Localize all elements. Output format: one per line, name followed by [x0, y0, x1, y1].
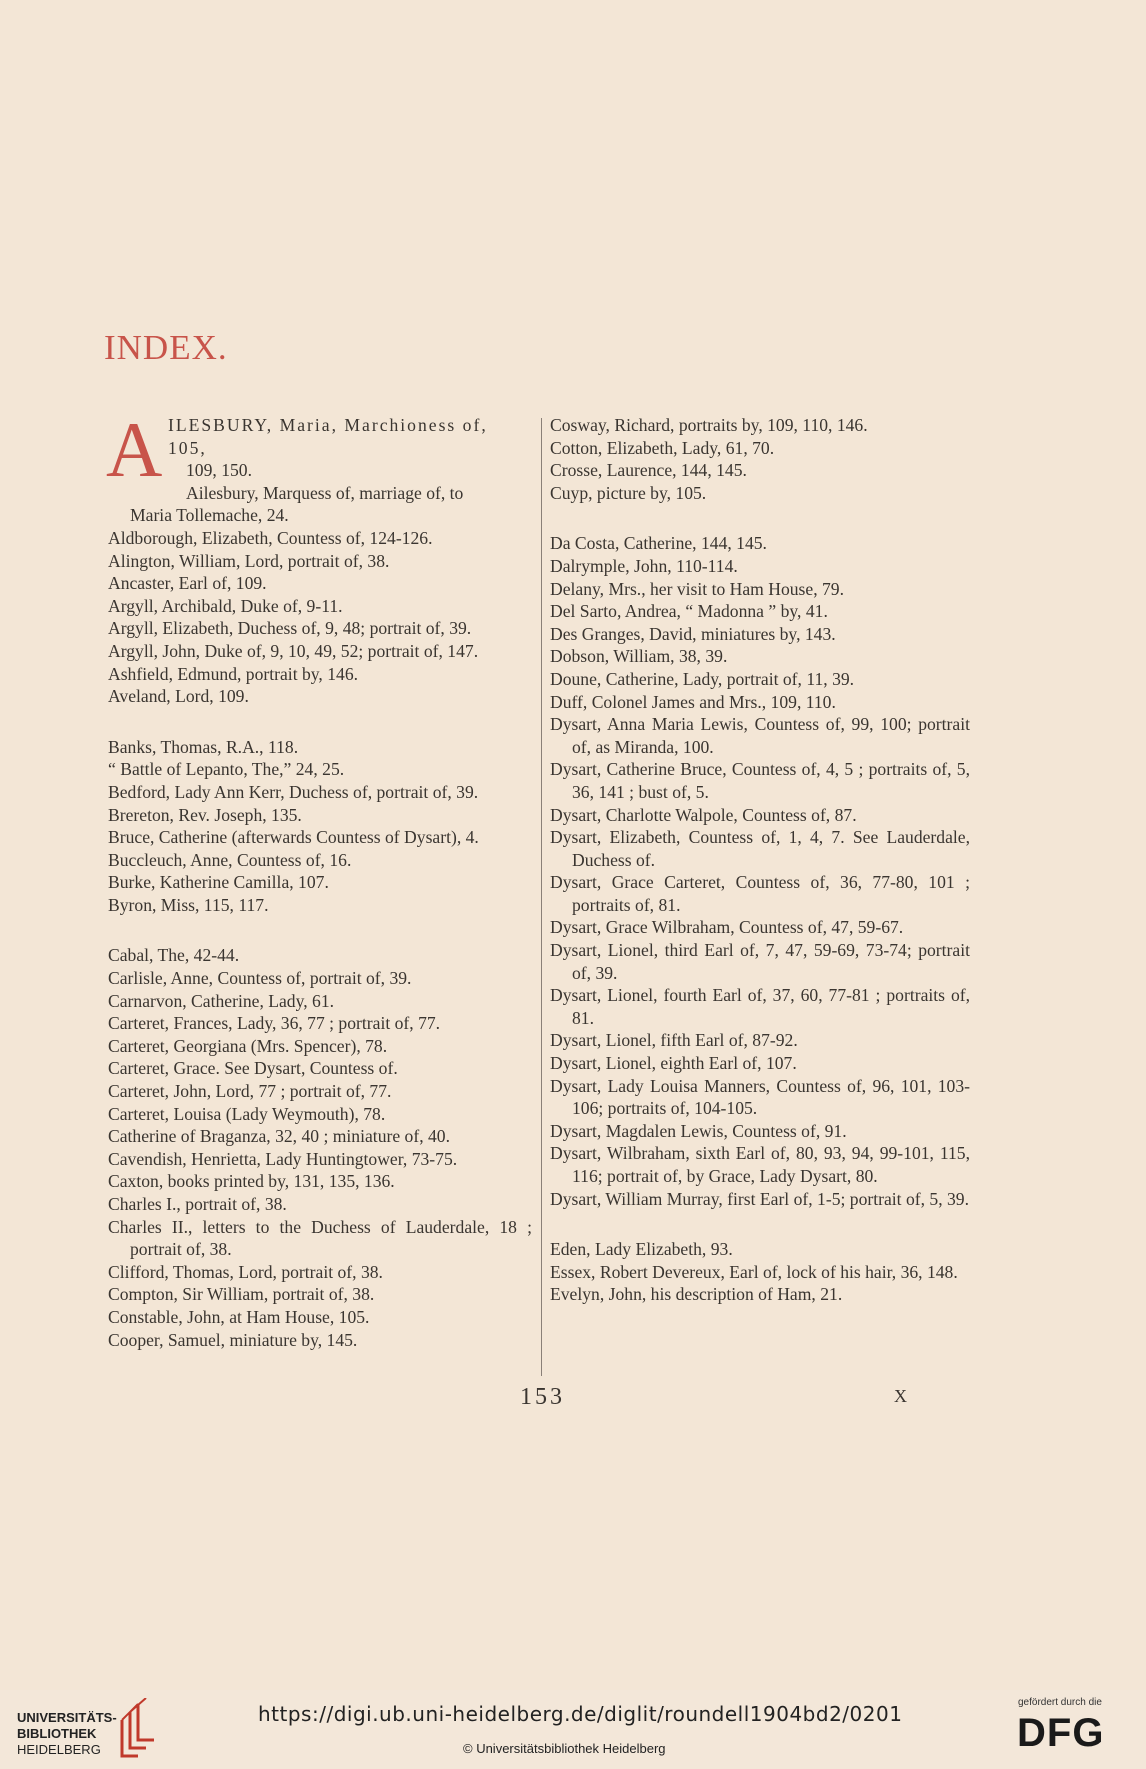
index-entry: Cotton, Elizabeth, Lady, 61, 70. — [550, 437, 775, 458]
index-entry: Byron, Miss, 115, 117. — [108, 894, 269, 915]
library-logo-icon — [118, 1698, 158, 1760]
index-entry: Carteret, Louisa (Lady Weymouth), 78. — [108, 1103, 386, 1124]
index-entry: Dysart, Lady Louisa Manners, Countess of, 96, 101, 103-106; portraits of, 104-105. — [550, 1075, 970, 1119]
library-name-line: HEIDELBERG — [17, 1742, 101, 1757]
index-entry: Cooper, Samuel, miniature by, 145. — [108, 1329, 358, 1350]
index-entry: Carlisle, Anne, Countess of, portrait of, 39. — [108, 968, 412, 989]
index-entry: Dysart, Elizabeth, Countess of, 1, 4, 7. See Lauderdale, Duchess of. — [550, 827, 970, 870]
index-entry: Crosse, Laurence, 144, 145. — [550, 460, 747, 481]
page-number: 153 — [520, 1384, 565, 1410]
drop-cap: A — [106, 406, 163, 493]
index-entry: Carteret, Grace. See Dysart, Countess of. — [108, 1058, 398, 1079]
index-entry-line: Maria Tollemache, 24. — [130, 505, 289, 526]
index-group-c-cont — [550, 414, 970, 504]
index-entry: Caxton, books printed by, 131, 135, 136. — [108, 1171, 395, 1192]
index-entry: “ Battle of Lepanto, The,” 24, 25. — [108, 759, 345, 780]
index-entry-line: Ailesbury, Marquess of, marriage of, to — [186, 482, 464, 503]
index-entry: Cabal, The, 42-44. — [108, 945, 240, 966]
index-entry: Banks, Thomas, R.A., 118. — [108, 736, 299, 757]
index-entry: Dysart, Anna Maria Lewis, Countess of, 99, 100; portrait of, as Miranda, 100. — [550, 714, 970, 757]
index-group-b — [108, 736, 532, 917]
funder-label: gefördert durch die — [1018, 1697, 1102, 1708]
library-name-line: BIBLIOTHEK — [17, 1726, 97, 1741]
index-group-d — [550, 532, 970, 1210]
index-entry: Cuyp, picture by, 105. — [550, 482, 707, 503]
dfg-logo: DFG — [1017, 1711, 1105, 1755]
signature-mark: X — [894, 1386, 907, 1406]
index-entry: Argyll, John, Duke of, 9, 10, 49, 52; portrait of, 147. — [108, 640, 479, 661]
index-group-e — [550, 1238, 970, 1306]
index-entry: Charles I., portrait of, 38. — [108, 1194, 287, 1214]
index-entry: Eden, Lady Elizabeth, 93. — [550, 1239, 733, 1260]
index-entry: Compton, Sir William, portrait of, 38. — [108, 1284, 375, 1305]
library-name-line: UNIVERSITÄTS- — [17, 1710, 117, 1725]
index-group-c — [108, 944, 532, 1351]
index-entry-first — [106, 406, 532, 527]
index-entry-line: ILESBURY, Maria, Marchioness of, 105, — [168, 415, 488, 458]
index-entry: Dysart, Lionel, fifth Earl of, 87-92. — [550, 1030, 798, 1051]
index-column-left — [106, 406, 532, 1351]
index-column-right — [550, 414, 970, 1306]
index-entry: Bedford, Lady Ann Kerr, Duchess of, portrait of, 39. — [108, 781, 479, 802]
index-entry: Buccleuch, Anne, Countess of, 16. — [108, 849, 352, 870]
index-entry: Carteret, Georgiana (Mrs. Spencer), 78. — [108, 1035, 388, 1056]
index-entry: Argyll, Elizabeth, Duchess of, 9, 48; portrait of, 39. — [108, 618, 472, 639]
index-entry: Dobson, William, 38, 39. — [550, 646, 728, 667]
index-entry: Dysart, Charlotte Walpole, Countess of, 87. — [550, 804, 857, 825]
index-entry: Dysart, Grace Carteret, Countess of, 36, 77-80, 101 ; portraits of, 81. — [550, 872, 970, 915]
index-entry: Carteret, Frances, Lady, 36, 77 ; portrait of, 77. — [108, 1013, 441, 1034]
index-entry: Bruce, Catherine (afterwards Countess of Dysart), 4. — [108, 827, 479, 848]
index-entry: Carnarvon, Catherine, Lady, 61. — [108, 990, 335, 1011]
index-entry: Alington, William, Lord, portrait of, 38. — [108, 550, 390, 571]
index-entry: Essex, Robert Devereux, Earl of, lock of his hair, 36, 148. — [550, 1261, 958, 1282]
index-entry: Dysart, Catherine Bruce, Countess of, 4, 5 ; portraits of, 5, 36, 141 ; bust of, 5. — [550, 759, 970, 802]
index-entry: Dysart, William Murray, first Earl of, 1-5; portrait of, 5, 39. — [550, 1188, 970, 1209]
index-entry: Cavendish, Henrietta, Lady Huntingtower, 73-75. — [108, 1148, 458, 1169]
index-entry: Dysart, Lionel, eighth Earl of, 107. — [550, 1053, 797, 1074]
index-entry: Evelyn, John, his description of Ham, 21. — [550, 1284, 843, 1305]
index-entry: Dysart, Wilbraham, sixth Earl of, 80, 93, 94, 99-101, 115, 116; portrait of, by Grace, Lady Dysart, 80. — [550, 1143, 970, 1186]
index-entry: Ancaster, Earl of, 109. — [108, 573, 267, 594]
index-entry: Burke, Katherine Camilla, 107. — [108, 872, 329, 893]
index-entry-line: 109, 150. — [186, 460, 252, 481]
index-entry: Dalrymple, John, 110-114. — [550, 555, 738, 576]
permalink-url[interactable]: https://digi.ub.uni-heidelberg.de/diglit/roundell1904bd2/0201 — [258, 1702, 903, 1726]
index-entry: Cosway, Richard, portraits by, 109, 110, 146. — [550, 415, 868, 435]
index-entry: Doune, Catherine, Lady, portrait of, 11, 39. — [550, 668, 855, 689]
column-divider — [541, 418, 542, 1376]
index-entry: Dysart, Magdalen Lewis, Countess of, 91. — [550, 1120, 847, 1141]
page-title: INDEX. — [104, 328, 228, 367]
index-entry: Carteret, John, Lord, 77 ; portrait of, 77. — [108, 1081, 392, 1102]
index-entry: Da Costa, Catherine, 144, 145. — [550, 533, 767, 554]
index-entry: Duff, Colonel James and Mrs., 109, 110. — [550, 691, 836, 712]
index-entry: Argyll, Archibald, Duke of, 9-11. — [108, 595, 343, 616]
index-entry: Brereton, Rev. Joseph, 135. — [108, 804, 302, 825]
index-entry: Aldborough, Elizabeth, Countess of, 124-126. — [108, 527, 433, 548]
index-entry: Ashfield, Edmund, portrait by, 146. — [108, 663, 359, 684]
index-entry: Des Granges, David, miniatures by, 143. — [550, 623, 836, 644]
copyright-notice: © Universitätsbibliothek Heidelberg — [463, 1741, 666, 1756]
index-entry: Dysart, Grace Wilbraham, Countess of, 47, 59-67. — [550, 917, 904, 938]
index-entry: Constable, John, at Ham House, 105. — [108, 1306, 370, 1327]
index-entry: Dysart, Lionel, fourth Earl of, 37, 60, 77-81 ; portraits of, 81. — [550, 985, 970, 1028]
library-logo-text — [17, 1710, 117, 1758]
index-entry: Delany, Mrs., her visit to Ham House, 79. — [550, 578, 844, 599]
index-group-a — [108, 527, 532, 708]
index-entry: Charles II., letters to the Duchess of Lauderdale, 18 ; portrait of, 38. — [108, 1216, 532, 1260]
index-entry: Clifford, Thomas, Lord, portrait of, 38. — [108, 1261, 383, 1282]
index-entry: Del Sarto, Andrea, “ Madonna ” by, 41. — [550, 601, 828, 622]
index-entry: Dysart, Lionel, third Earl of, 7, 47, 59-69, 73-74; portrait of, 39. — [550, 940, 970, 983]
index-entry: Catherine of Braganza, 32, 40 ; miniature of, 40. — [108, 1126, 450, 1147]
index-entry: Aveland, Lord, 109. — [108, 686, 249, 707]
